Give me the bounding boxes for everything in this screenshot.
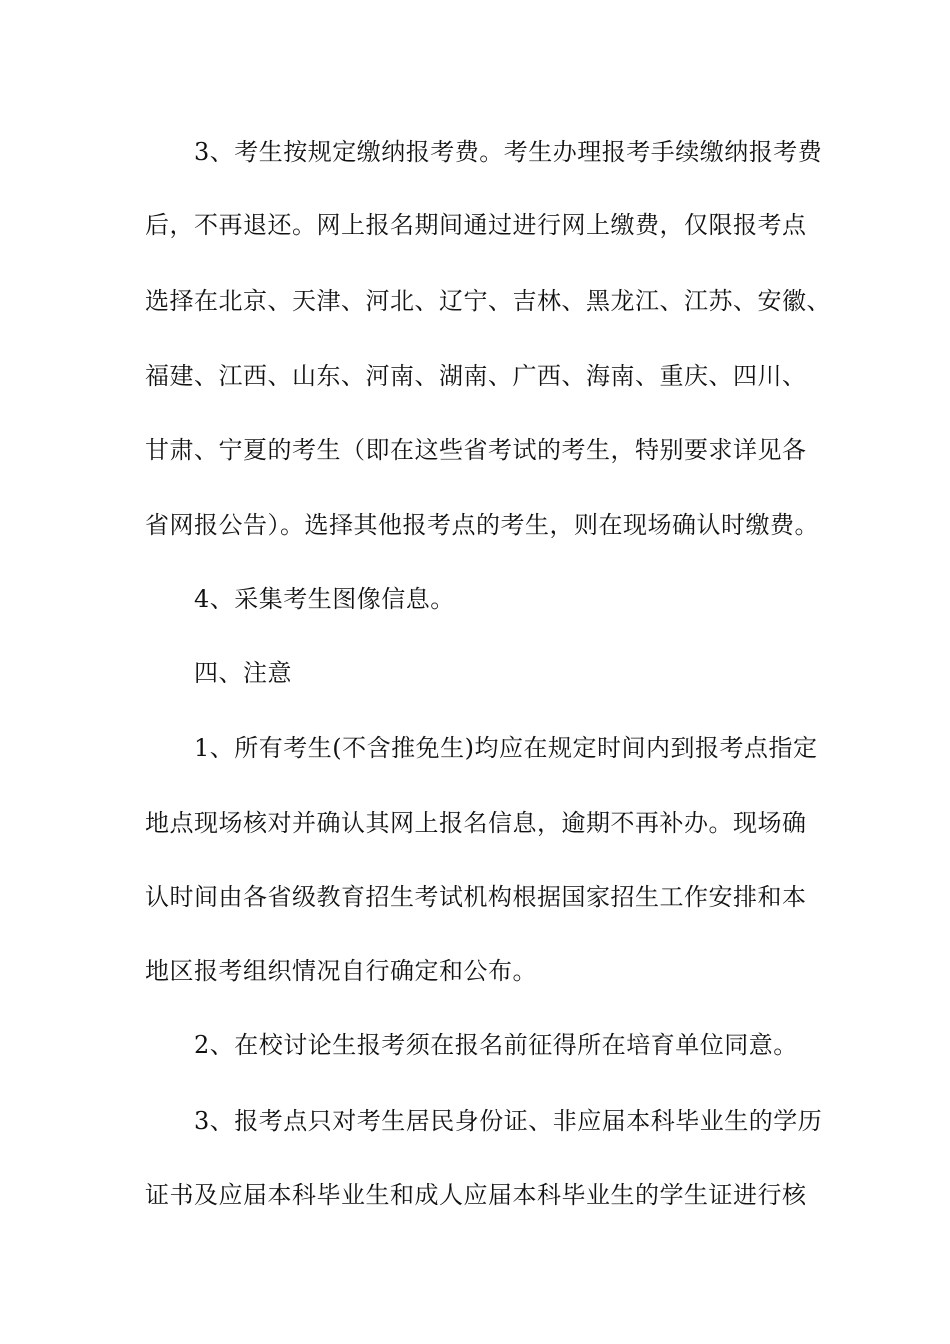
note-2-line-1: 2、在校讨论生报考须在报名前征得所在培育单位同意。 — [194, 1031, 798, 1059]
paragraph-3-line-4: 福建、江西、山东、河南、湖南、广西、海南、重庆、四川、 — [145, 362, 807, 390]
note-1-line-4: 地区报考组织情况自行确定和公布。 — [145, 957, 537, 985]
note-3-line-2: 证书及应届本科毕业生和成人应届本科毕业生的学生证进行核 — [145, 1181, 807, 1209]
note-1-line-1: 1、所有考生(不含推免生)均应在规定时间内到报考点指定 — [194, 734, 818, 762]
paragraph-3-line-5: 甘肃、宁夏的考生（即在这些省考试的考生，特别要求详见各 — [145, 436, 807, 464]
note-1-line-3: 认时间由各省级教育招生考试机构根据国家招生工作安排和本 — [145, 883, 807, 911]
note-1-line-2: 地点现场核对并确认其网上报名信息，逾期不再补办。现场确 — [145, 809, 807, 837]
paragraph-3-line-6: 省网报公告）。选择其他报考点的考生，则在现场确认时缴费。 — [145, 511, 819, 539]
section-heading-notes: 四、注意 — [194, 659, 292, 687]
paragraph-3-line-1: 3、考生按规定缴纳报考费。考生办理报考手续缴纳报考费 — [194, 138, 823, 166]
paragraph-4-line-1: 4、采集考生图像信息。 — [194, 585, 455, 613]
paragraph-3-line-3: 选择在北京、天津、河北、辽宁、吉林、黑龙江、江苏、安徽、 — [145, 287, 831, 315]
note-3-line-1: 3、报考点只对考生居民身份证、非应届本科毕业生的学历 — [194, 1107, 823, 1135]
paragraph-3-line-2: 后，不再退还。网上报名期间通过进行网上缴费，仅限报考点 — [145, 211, 807, 239]
